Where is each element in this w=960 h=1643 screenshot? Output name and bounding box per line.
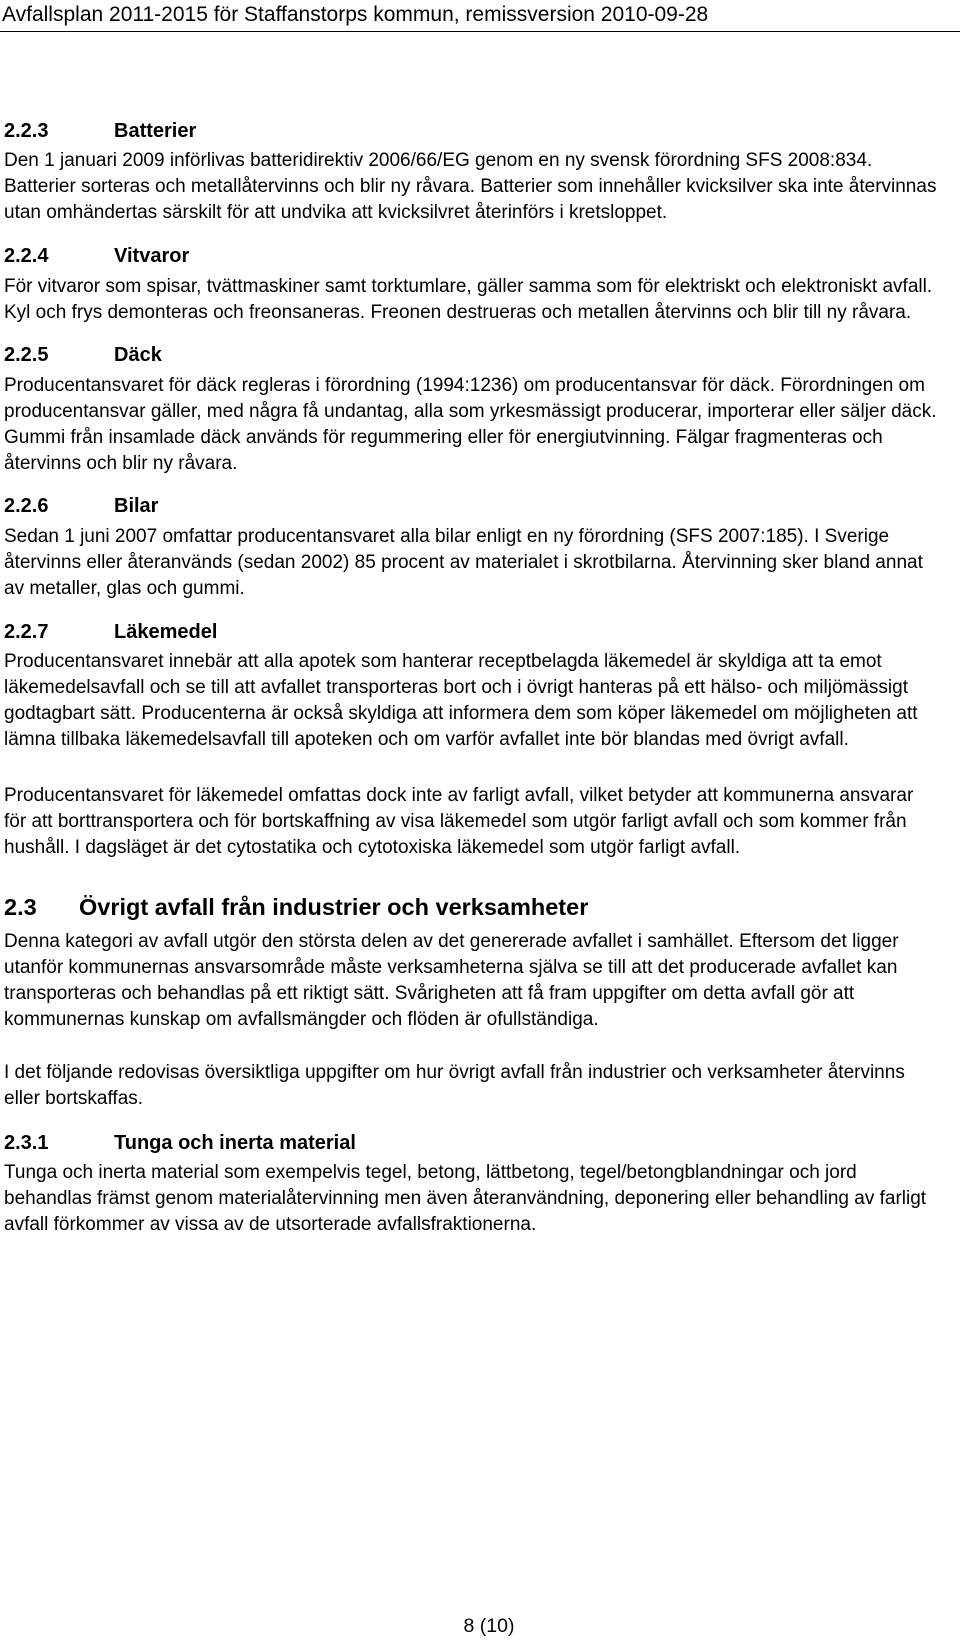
section-heading [4, 891, 939, 923]
section-title: Batterier [114, 120, 197, 142]
page-header: Avfallsplan 2011-2015 för Staffanstorps kommun, remissversion 2010-09-28 [2, 3, 709, 26]
paragraph: Tunga och inerta material som exempelvis tegel, betong, lättbetong, tegel/betongblandningar och jord behandlas främst genom materialåtervinning men även återanvändning, deponering eller behandling av farligt avfall förkommer av vissa av de utsorterade avfallsfraktionerna. [4, 1162, 927, 1235]
paragraph: För vitvaror som spisar, tvättmaskiner samt torktumlare, gäller samma som för elektriskt och elektroniskt avfall. Kyl och frys demonteras och freonsaneras. Freonen destrueras och metallen återvinns och blir till ny råvara. [4, 276, 933, 323]
section-number: 2.3 [4, 894, 37, 920]
section-number: 2.3.1 [4, 1132, 49, 1154]
section-dack [4, 341, 939, 477]
paragraph: Producentansvaret innebär att alla apotek som hanterar receptbelagda läkemedel är skyldiga att ta emot läkemedelsavfall och se till att avfallet transporteras bort och i övrigt hanteras på ett hälso- och miljömässigt godtagbart sätt. Producenterna är också skyldiga att informera dem som köper läkemedel om möjligheten att lämna tillbaka läkemedelsavfall till apoteken och om varför avfallet inte bör blandas med övrigt avfall. [4, 651, 918, 750]
paragraph: Producentansvaret för däck regleras i förordning (1994:1236) om producentansvar för däck. Förordningen om producentansvar gäller, med några få undantag, alla som yrkesmässigt producerar, importerar eller säljer däck. Gummi från insamlade däck används för regummering eller för energiutvinning. Fälgar fragmenteras och återvinns och blir ny råvara. [4, 375, 937, 474]
paragraph: Denna kategori av avfall utgör den största delen av det genererade avfallet i samhället. Eftersom det ligger utanför kommunernas ansvarsområde måste verksamheterna själva se till att det producerade avfallet kan transporteras och behandlas på ett riktigt sätt. Svårigheten att få fram uppgifter om detta avfall gör att kommunernas kunskap om avfallsmängder och flöden är ofullständiga. [4, 931, 899, 1030]
section-heading [4, 618, 939, 646]
section-title: Vitvaror [114, 245, 190, 267]
section-title: Däck [114, 344, 162, 366]
section-heading [4, 117, 939, 145]
section-ovrigt-avfall [4, 891, 939, 1112]
section-number: 2.2.6 [4, 495, 49, 517]
section-title: Tunga och inerta material [114, 1132, 356, 1154]
section-heading [4, 242, 939, 270]
section-title: Läkemedel [114, 621, 218, 643]
section-batterier [4, 117, 939, 226]
section-lakemedel [4, 618, 939, 861]
section-vitvaror [4, 242, 939, 326]
section-bilar [4, 492, 939, 602]
paragraph: I det följande redovisas översiktliga uppgifter om hur övrigt avfall från industrier och verksamheter återvinns eller bortskaffas. [4, 1062, 905, 1109]
section-number: 2.2.4 [4, 245, 49, 267]
page-number: 8 (10) [463, 1615, 515, 1637]
header-rule [0, 31, 960, 32]
section-number: 2.2.5 [4, 344, 49, 366]
section-heading [4, 341, 939, 369]
section-number: 2.2.7 [4, 621, 49, 643]
paragraph: Sedan 1 juni 2007 omfattar producentansvaret alla bilar enligt en ny förordning (SFS 2007:185). I Sverige återvinns eller återanvänds (sedan 2002) 85 procent av materialet i skrotbilarna. Återvinning sker bland annat av metaller, glas och gummi. [4, 526, 923, 599]
section-title: Övrigt avfall från industrier och verksamheter [79, 894, 589, 920]
document-body [4, 117, 939, 1238]
section-title: Bilar [114, 495, 159, 517]
section-tunga-inerta [4, 1129, 939, 1238]
section-number: 2.2.3 [4, 120, 49, 142]
section-heading [4, 492, 939, 520]
section-heading [4, 1129, 939, 1157]
paragraph: Den 1 januari 2009 införlivas batteridirektiv 2006/66/EG genom en ny svensk förordning SFS 2008:834. Batterier sorteras och metallåtervinns och blir ny råvara. Batterier som innehåller kvicksilver ska inte återvinnas utan omhändertas särskilt för att undvika att kvicksilvret återinförs i kretsloppet. [4, 150, 937, 223]
paragraph: Producentansvaret för läkemedel omfattas dock inte av farligt avfall, vilket betyder att kommunerna ansvarar för att borttransportera och för bortskaffning av visa läkemedel som utgör farligt avfall och som kommer från hushåll. I dagsläget är det cytostatika och cytotoxiska läkemedel som utgör farligt avfall. [4, 785, 914, 858]
